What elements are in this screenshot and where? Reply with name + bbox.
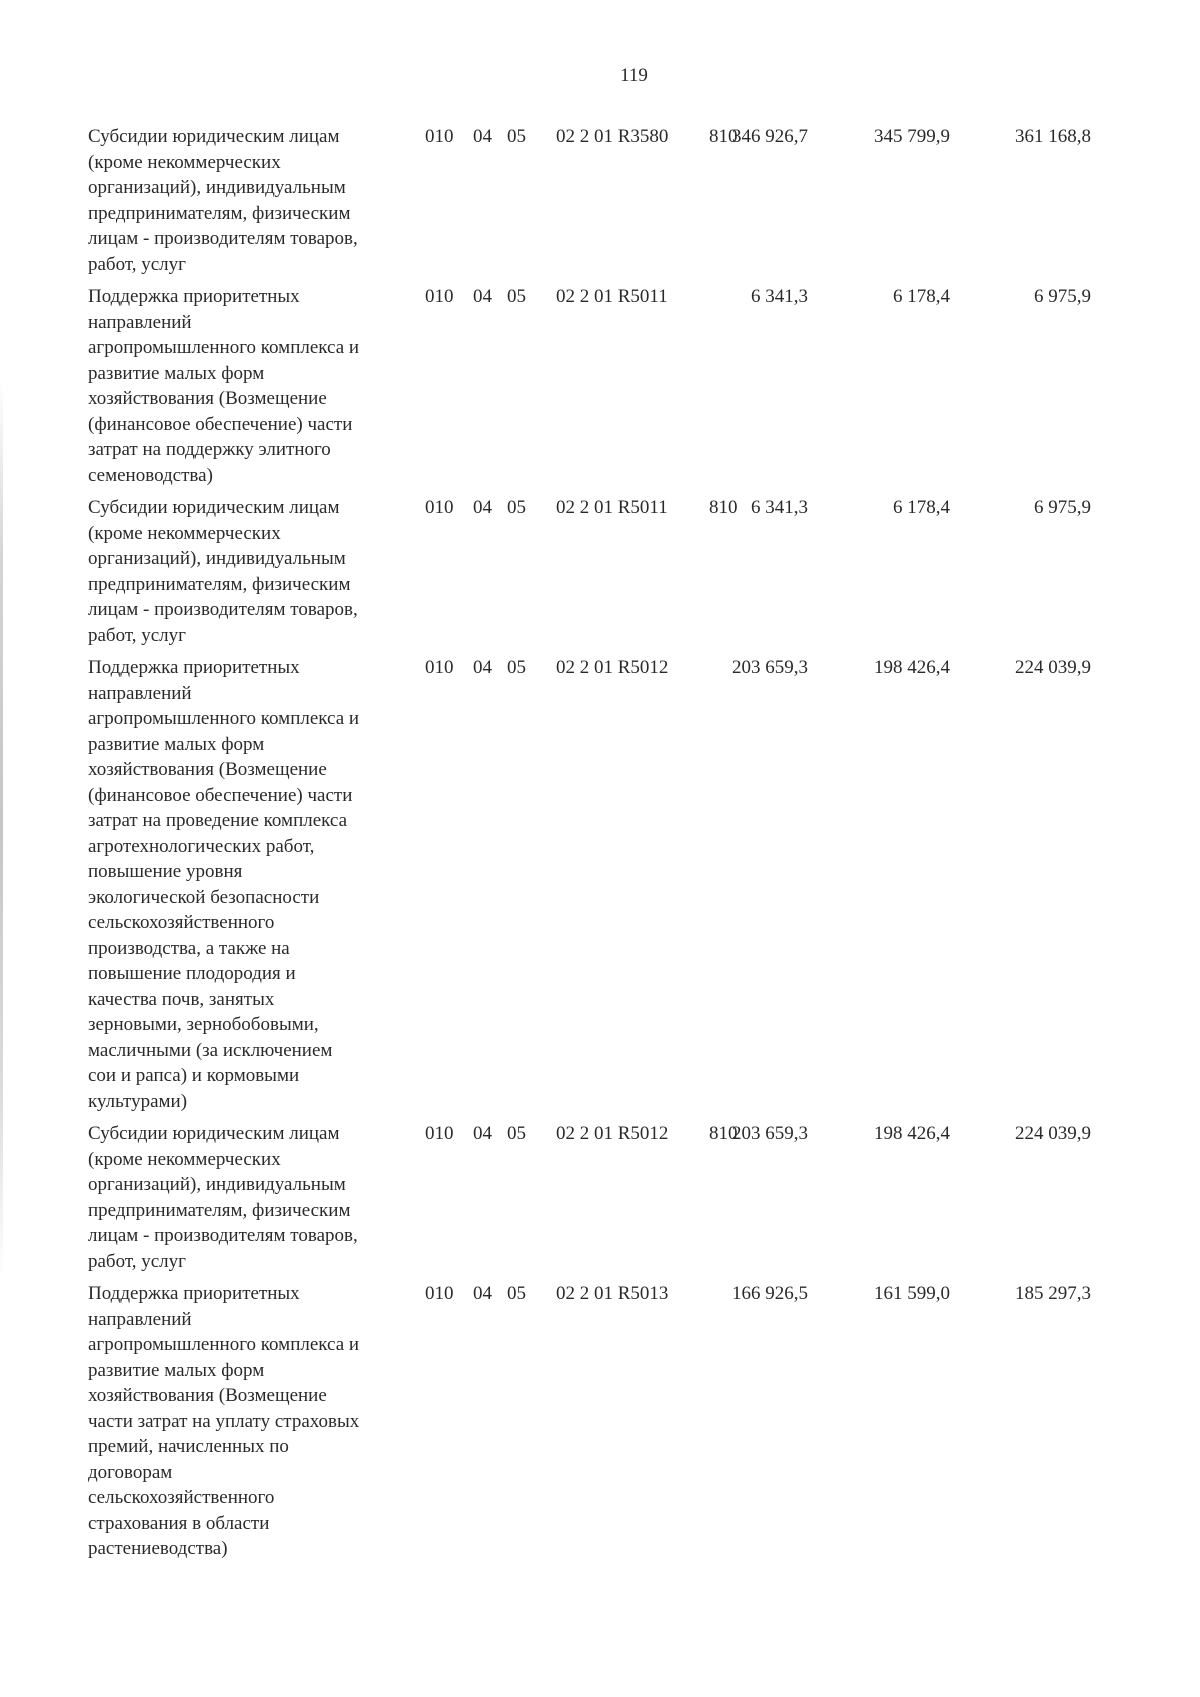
row-target-code: 02 2 01 R5012 xyxy=(556,1123,669,1144)
row-amount-year2: 6 178,4 xyxy=(893,286,950,307)
row-amount-year2: 345 799,9 xyxy=(874,126,950,147)
row-section-code: 04 xyxy=(473,126,492,147)
row-subsection-code: 05 xyxy=(507,286,526,307)
row-subsection-code: 05 xyxy=(507,1123,526,1144)
row-amount-year1: 203 659,3 xyxy=(732,1123,808,1144)
row-amount-year3: 224 039,9 xyxy=(1015,657,1091,678)
row-amount-year2: 161 599,0 xyxy=(874,1283,950,1304)
row-admin-code: 010 xyxy=(425,126,454,147)
row-amount-year2: 198 426,4 xyxy=(874,657,950,678)
row-subsection-code: 05 xyxy=(507,497,526,518)
row-target-code: 02 2 01 R5012 xyxy=(556,657,669,678)
row-amount-year1: 166 926,5 xyxy=(732,1283,808,1304)
budget-table xyxy=(88,124,1168,1569)
row-section-code: 04 xyxy=(473,1283,492,1304)
row-amount-year1: 6 341,3 xyxy=(751,286,808,307)
scan-edge-shadow xyxy=(0,380,3,1280)
row-admin-code: 010 xyxy=(425,497,454,518)
table-row xyxy=(88,284,1168,488)
row-name: Субсидии юридическим лицам (кроме некоммерческих организаций), индивидуальным предпринимателям, физическим лицам - производителям товаров, работ, услуг xyxy=(88,1123,358,1272)
row-amount-year3: 6 975,9 xyxy=(1034,286,1091,307)
row-subsection-code: 05 xyxy=(507,657,526,678)
row-target-code: 02 2 01 R3580 xyxy=(556,126,669,147)
row-expense-type: 810 xyxy=(709,497,738,518)
row-name: Субсидии юридическим лицам (кроме некоммерческих организаций), индивидуальным предпринимателям, физическим лицам - производителям товаров, работ, услуг xyxy=(88,497,358,646)
table-row xyxy=(88,495,1168,648)
row-amount-year1: 6 341,3 xyxy=(751,497,808,518)
row-name: Поддержка приоритетных направлений агропромышленного комплекса и развитие малых форм хозяйствования (Возмещение (финансовое обеспечение) части затрат на проведение комплекса агротехнологических работ, повышение уровня экологической безопасности сельскохозяйственного производства, а также на повышение плодородия и качества почв, занятых зерновыми, зернобобовыми, масличными (за исключением сои и рапса) и кормовыми культурами) xyxy=(88,657,360,1112)
row-target-code: 02 2 01 R5011 xyxy=(556,286,668,307)
table-row xyxy=(88,655,1168,1114)
row-name: Поддержка приоритетных направлений агропромышленного комплекса и развитие малых форм хозяйствования (Возмещение (финансовое обеспечение) части затрат на поддержку элитного семеноводства) xyxy=(88,286,360,486)
row-section-code: 04 xyxy=(473,286,492,307)
row-amount-year3: 361 168,8 xyxy=(1015,126,1091,147)
row-amount-year2: 198 426,4 xyxy=(874,1123,950,1144)
row-section-code: 04 xyxy=(473,497,492,518)
table-row xyxy=(88,1281,1168,1562)
row-section-code: 04 xyxy=(473,1123,492,1144)
page-number: 119 xyxy=(620,65,648,86)
row-subsection-code: 05 xyxy=(507,1283,526,1304)
row-admin-code: 010 xyxy=(425,1283,454,1304)
row-target-code: 02 2 01 R5011 xyxy=(556,497,668,518)
row-name: Поддержка приоритетных направлений агропромышленного комплекса и развитие малых форм хозяйствования (Возмещение части затрат на уплату страховых премий, начисленных по договорам сельскохозяйственного страхования в области растениеводства) xyxy=(88,1283,360,1559)
row-admin-code: 010 xyxy=(425,657,454,678)
row-section-code: 04 xyxy=(473,657,492,678)
row-expense-type: 810 xyxy=(709,1123,738,1144)
row-amount-year1: 346 926,7 xyxy=(732,126,808,147)
row-admin-code: 010 xyxy=(425,286,454,307)
row-name: Субсидии юридическим лицам (кроме некоммерческих организаций), индивидуальным предпринимателям, физическим лицам - производителям товаров, работ, услуг xyxy=(88,126,358,275)
row-admin-code: 010 xyxy=(425,1123,454,1144)
row-amount-year3: 224 039,9 xyxy=(1015,1123,1091,1144)
table-row xyxy=(88,124,1168,277)
row-expense-type: 810 xyxy=(709,126,738,147)
row-target-code: 02 2 01 R5013 xyxy=(556,1283,669,1304)
row-amount-year2: 6 178,4 xyxy=(893,497,950,518)
row-subsection-code: 05 xyxy=(507,126,526,147)
row-amount-year3: 6 975,9 xyxy=(1034,497,1091,518)
row-amount-year3: 185 297,3 xyxy=(1015,1283,1091,1304)
row-amount-year1: 203 659,3 xyxy=(732,657,808,678)
table-row xyxy=(88,1121,1168,1274)
